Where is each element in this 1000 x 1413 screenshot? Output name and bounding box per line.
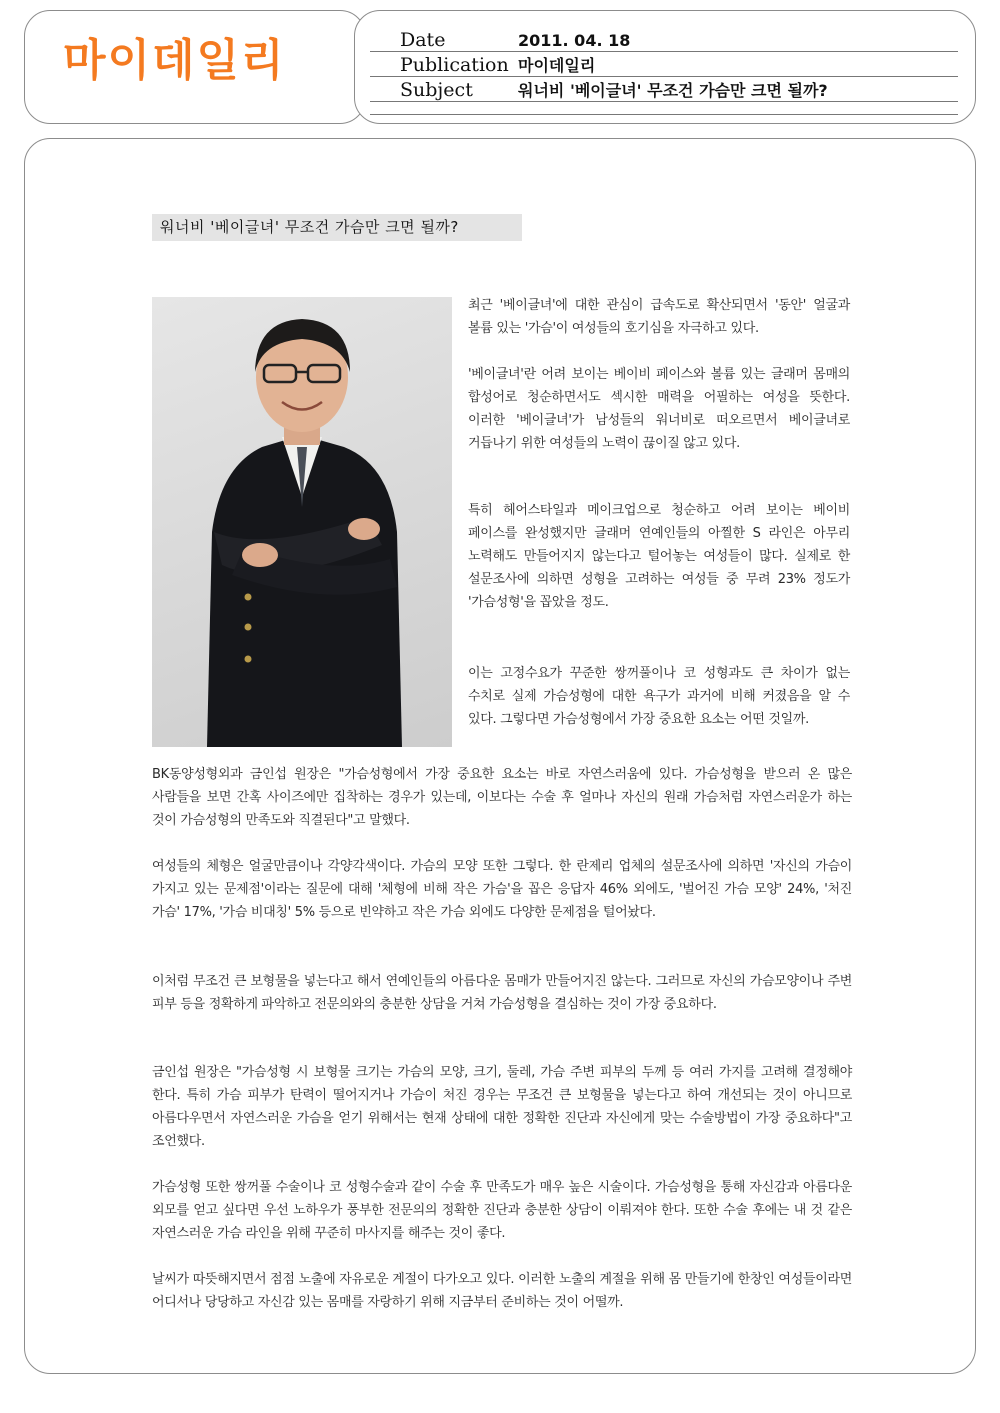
subject-row xyxy=(370,77,958,102)
publication-value: 마이데일리 xyxy=(518,56,596,75)
article-title: 워너비 '베이글녀' 무조건 가슴만 크면 될까? xyxy=(152,214,522,241)
metadata-box xyxy=(354,10,976,124)
logo-box xyxy=(24,10,366,124)
paragraph: 여성들의 체형은 얼굴만큼이나 각양각색이다. 가슴의 모양 또한 그렇다. 한 란제리 업체의 설문조사에 의하면 '자신의 가슴이 가지고 있는 문제점'이라는 질문에 대해 '체형에 비해 작은 가슴'을 꼽은 응답자 46% 외에도, '벌어진 가슴 모양' 24%, '처진 가슴' 17%, '가슴 비대칭' 5% 등으로 빈약하고 작은 가슴 외에도 다양한 문제점을 털어놨다. xyxy=(152,859,852,920)
paragraph: 이처럼 무조건 큰 보형물을 넣는다고 해서 연예인들의 아름다운 몸매가 만들어지진 않는다. 그러므로 자신의 가슴모양이나 주변 피부 등을 정확하게 파악하고 전문의와의 충분한 상담을 거쳐 가슴성형을 결심하는 것이 가장 중요하다. xyxy=(152,974,852,1012)
publication-label: Publication xyxy=(400,54,509,76)
paragraph: 특히 헤어스타일과 메이크업으로 청순하고 어려 보이는 베이비 페이스를 완성했지만 글래머 연예인들의 아찔한 S 라인은 아무리 노력해도 만들어지지 않는다고 털어놓는 여성들이 많다. 실제로 한 설문조사에 의하면 성형을 고려하는 여성들 중 무려 23% 정도가 '가슴성형'을 꼽았을 정도. xyxy=(468,503,850,610)
subject-label: Subject xyxy=(400,79,473,101)
paragraph: '베이글녀'란 어려 보이는 베이비 페이스와 볼륨 있는 글래머 몸매의 합성어로 청순하면서도 섹시한 매력을 어필하는 여성을 뜻한다. 이러한 '베이글녀'가 남성들의 워너비로 떠오르면서 베이글녀로 거듭나기 위한 여성들의 노력이 끊이질 않고 있다. xyxy=(468,367,850,451)
empty-row-divider xyxy=(370,114,958,115)
date-row xyxy=(370,27,958,52)
paragraph: BK동양성형외과 금인섭 원장은 "가슴성형에서 가장 중요한 요소는 바로 자연스러움에 있다. 가슴성형을 받으러 온 많은 사람들을 보면 간혹 사이즈에만 집착하는 경우가 있는데, 이보다는 수술 후 얼마나 자신의 원래 가슴처럼 자연스러운가 하는 것이 가슴성형의 만족도와 직결된다"고 말했다. xyxy=(152,767,852,828)
paragraph: 최근 '베이글녀'에 대한 관심이 급속도로 확산되면서 '동안' 얼굴과 볼륨 있는 '가슴'이 여성들의 호기심을 자극하고 있다. xyxy=(468,298,850,336)
date-value: 2011. 04. 18 xyxy=(518,31,631,50)
paragraph: 날씨가 따뜻해지면서 점점 노출에 자유로운 계절이 다가오고 있다. 이러한 노출의 계절을 위해 몸 만들기에 한창인 여성들이라면 어디서나 당당하고 자신감 있는 몸매를 자랑하기 위해 지금부터 준비하는 것이 어떨까. xyxy=(152,1272,852,1310)
publication-row xyxy=(370,52,958,77)
paragraph: 금인섭 원장은 "가슴성형 시 보형물 크기는 가슴의 모양, 크기, 둘레, 가슴 주변 피부의 두께 등 여러 가지를 고려해 결정해야 한다. 특히 가슴 피부가 탄력이 떨어지거나 가슴이 처진 경우는 무조건 큰 보형물을 넣는다고 하여 개선되는 것이 아니므로 아름다우면서 자연스러운 가슴을 얻기 위해서는 현재 상태에 대한 정확한 진단과 자신에게 맞는 수술방법이 가장 중요하다"고 조언했다. xyxy=(152,1065,852,1149)
date-label: Date xyxy=(400,29,446,51)
paragraph: 이는 고정수요가 꾸준한 쌍꺼풀이나 코 성형과도 큰 차이가 없는 수치로 실제 가슴성형에 대한 욕구가 과거에 비해 커졌음을 알 수 있다. 그렇다면 가슴성형에서 가장 중요한 요소는 어떤 것일까. xyxy=(468,666,850,727)
logo: 마이데일리 xyxy=(63,35,286,86)
portrait-photo xyxy=(152,297,452,747)
subject-value: 워너비 '베이글녀' 무조건 가슴만 크면 될까? xyxy=(518,81,828,100)
paragraph: 가슴성형 또한 쌍꺼풀 수술이나 코 성형수술과 같이 수술 후 만족도가 매우 높은 시술이다. 가슴성형을 통해 자신감과 아름다운 외모를 얻고 싶다면 우선 노하우가 풍부한 전문의의 정확한 진단과 충분한 상담이 이뤄져야 한다. 또한 수술 후에는 내 것 같은 자연스러운 가슴 라인을 위해 꾸준히 마사지를 해주는 것이 좋다. xyxy=(152,1180,852,1241)
